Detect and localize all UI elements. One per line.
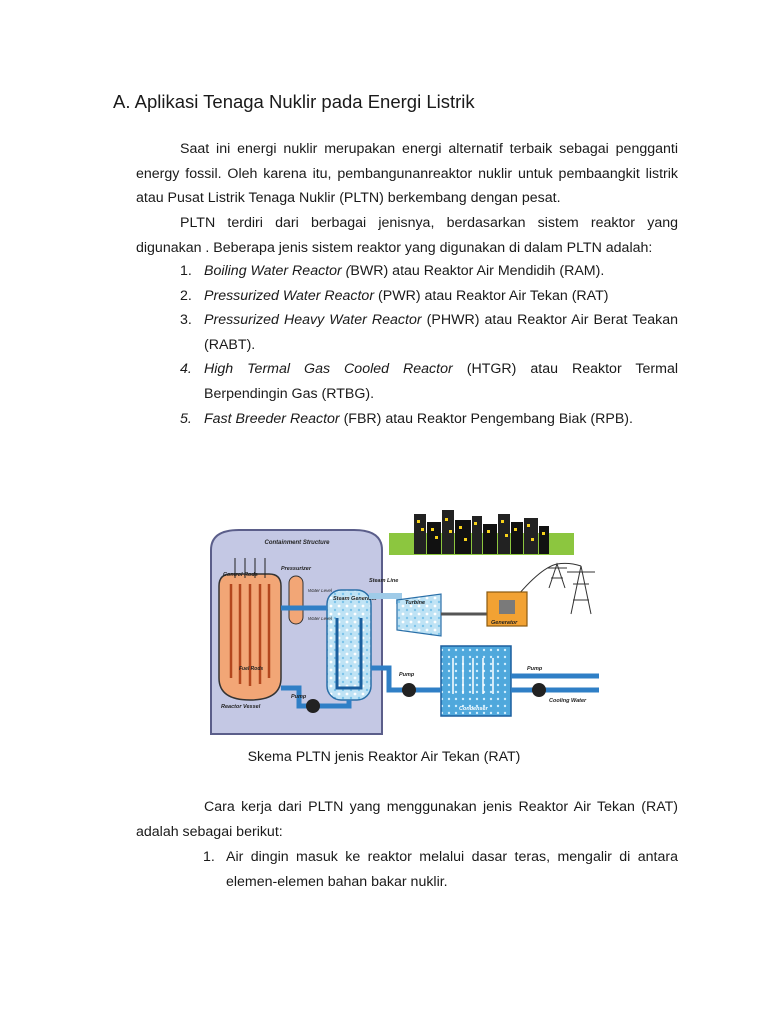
water-level-label-2: Water Level: [308, 616, 332, 621]
steam-line-label: Steam Line: [369, 578, 399, 584]
list-number: 5.: [180, 410, 192, 427]
step-text: Air dingin masuk ke reaktor melalui dasar teras, mengalir di antara elemen-elemen bahan bakar nuklir.: [226, 849, 678, 890]
reactor-vessel-label: Reactor Vessel: [221, 704, 261, 710]
list-number: 4.: [180, 361, 192, 378]
control-rods-label: Control Rods: [223, 572, 258, 578]
list-number: 1.: [180, 263, 192, 279]
pump-label-2: Pump: [399, 672, 415, 678]
reactor-name: Boiling Water Reactor (: [204, 263, 351, 279]
procedure-steps-list: [203, 845, 678, 894]
section-heading: A. Aplikasi Tenaga Nuklir pada Energi Listrik: [113, 91, 475, 112]
cooling-water-label: Cooling Water: [549, 698, 587, 704]
list-item: [180, 284, 678, 309]
list-item: [180, 357, 678, 406]
generator: [487, 592, 527, 626]
condenser: [441, 646, 511, 716]
paragraph-intro: [136, 137, 678, 211]
list-number: 1.: [203, 849, 215, 865]
paragraph-types-text: PLTN terdiri dari berbagai jenisnya, berdasarkan sistem reaktor yang digunakan . Beberapa jenis sistem reaktor yang digunakan di dalam PLTN adalah:: [136, 215, 678, 256]
city-skyline: [389, 510, 574, 555]
list-item: [180, 407, 678, 432]
reactor-name: Fast Breeder Reactor: [204, 410, 340, 427]
reactor-detail: (PWR) atau Reaktor Air Tekan (RAT): [374, 287, 609, 304]
reactor-detail: (HTGR) atau Reaktor Termal Berpendingin Gas (RTBG).: [204, 361, 678, 402]
paragraph-types: [136, 211, 678, 260]
reactor-name: Pressurized Heavy Water Reactor: [204, 312, 422, 329]
reactor-detail: (FBR) atau Reaktor Pengembang Biak (RPB).: [339, 410, 633, 427]
reactor-name: Pressurized Water Reactor: [204, 287, 375, 304]
pump-label-3: Pump: [527, 666, 543, 672]
condenser-label: Condenser: [459, 706, 488, 712]
pwr-schematic-diagram: [209, 508, 609, 736]
paragraph-procedure-text: Cara kerja dari PLTN yang menggunakan jenis Reaktor Air Tekan (RAT) adalah sebagai berikut:: [136, 799, 678, 840]
reactor-type-list: [180, 259, 678, 431]
pump-label-1: Pump: [291, 694, 307, 700]
paragraph-procedure: [136, 795, 678, 844]
paragraph-intro-text: Saat ini energi nuklir merupakan energi alternatif terbaik sebagai pengganti energy fossil. Oleh karena itu, pembangunanreaktor nuklir untuk pembaangkit listrik atau Pusat Listrik Tenaga Nuklir (PLTN) berkembang dengan pesat.: [136, 141, 678, 207]
steam-generator-label: Steam Generator: [333, 596, 378, 602]
water-level-label-1: Water Level: [308, 588, 332, 593]
containment-label: Containment Structure: [264, 540, 330, 546]
turbine-label: Turbine: [405, 600, 426, 606]
list-item: [180, 308, 678, 357]
list-item: [180, 259, 678, 284]
reactor-detail: BWR) atau Reaktor Air Mendidih (RAM).: [350, 263, 605, 279]
pump-3: [527, 666, 587, 704]
reactor-detail: (PHWR) atau Reaktor Air Berat Teakan (RABT).: [204, 312, 678, 353]
reactor-name: High Termal Gas Cooled Reactor: [204, 361, 453, 378]
pump-2: [399, 672, 416, 697]
reactor-vessel: [219, 558, 281, 710]
list-number: 2.: [180, 287, 192, 304]
pressurizer-label: Pressurizer: [281, 566, 311, 572]
list-item: [203, 845, 678, 894]
generator-label: Generator: [491, 620, 518, 626]
turbine: [397, 594, 487, 636]
list-number: 3.: [180, 312, 192, 329]
fuel-rods-label: Fuel Rods: [239, 666, 264, 672]
figure-caption: Skema PLTN jenis Reaktor Air Tekan (RAT): [247, 749, 521, 765]
